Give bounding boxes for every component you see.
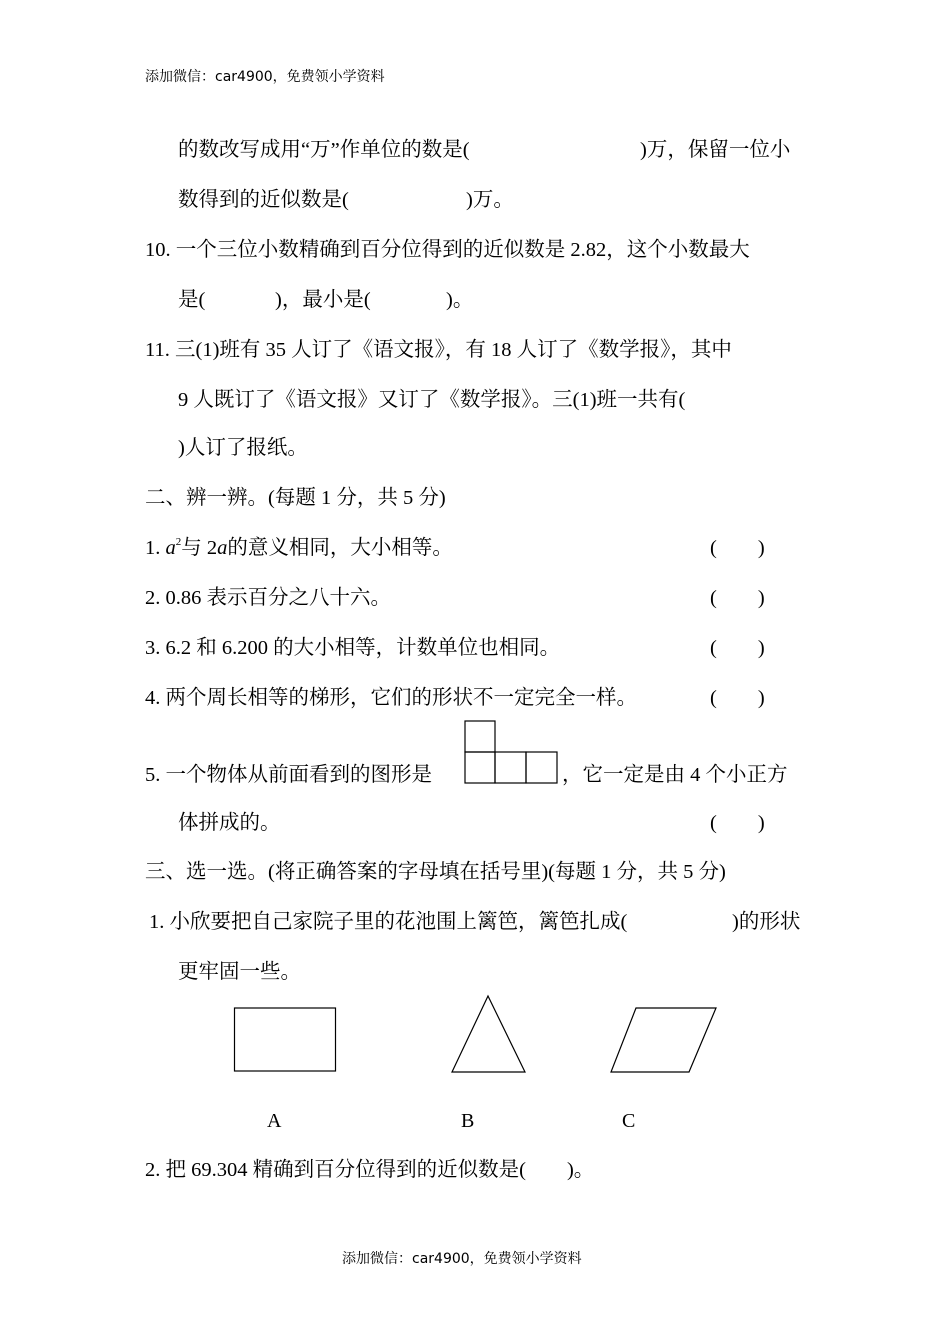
s2-q5-line2: 体拼成的。 — [178, 812, 281, 834]
s2-q2-answer-paren[interactable]: ( ) — [710, 587, 765, 609]
section2-title: 二、辨一辨。(每题 1 分，共 5 分) — [145, 487, 446, 509]
q10-line2-end: )。 — [446, 289, 474, 311]
s3-q2: 2. 把 69.304 精确到百分位得到的近似数是( )。 — [145, 1159, 595, 1181]
s2-q1-exponent: 2 — [175, 536, 182, 548]
s2-q4-answer-paren[interactable]: ( ) — [710, 687, 765, 709]
rectangle-shape — [235, 1008, 336, 1071]
s2-q1-mid: 与 2 — [181, 537, 218, 559]
s2-q2: 2. 0.86 表示百分之八十六。 — [145, 587, 391, 609]
option-a-label: A — [267, 1110, 282, 1132]
s2-q4: 4. 两个周长相等的梯形，它们的形状不一定完全一样。 — [145, 687, 637, 709]
front-view-bottom-square-2 — [495, 752, 526, 783]
q9-line1-end: )万，保留一位小 — [640, 139, 791, 161]
s2-q5-start: 5. 一个物体从前面看到的图形是 — [145, 764, 432, 786]
q9-line2-start: 数得到的近似数是( — [178, 189, 349, 211]
parallelogram-shape — [611, 1008, 716, 1072]
front-view-squares-figure — [464, 720, 560, 784]
q10-line1: 10. 一个三位小数精确到百分位得到的近似数是 2.82，这个小数最大 — [145, 239, 750, 261]
s3-q1-line1-start: 1. 小欣要把自己家院子里的花池围上篱笆，篱笆扎成( — [149, 911, 628, 933]
section3-title: 三、选一选。(将正确答案的字母填在括号里)(每题 1 分，共 5 分) — [145, 861, 726, 883]
q11-line2: 9 人既订了《语文报》又订了《数学报》。三(1)班一共有( — [178, 389, 686, 411]
shape-options-figure — [230, 990, 730, 1080]
s2-q1 — [145, 538, 453, 559]
front-view-bottom-square-1 — [465, 752, 495, 783]
option-b-label: B — [461, 1110, 475, 1132]
s2-q1-num: 1. — [145, 537, 166, 559]
s2-q1-var-a: a — [165, 537, 176, 559]
s2-q3: 3. 6.2 和 6.200 的大小相等，计数单位也相同。 — [145, 637, 561, 659]
front-view-top-square — [465, 721, 495, 752]
q9-line2-end: )万。 — [466, 189, 514, 211]
s2-q5-end: ，它一定是由 4 个小正方 — [562, 764, 788, 786]
s3-q1-line1-end: )的形状 — [732, 911, 801, 933]
s2-q5-answer-paren[interactable]: ( ) — [710, 812, 765, 834]
s3-q1-line2: 更牢固一些。 — [178, 961, 301, 983]
page-header-watermark: 添加微信：car4900，免费领小学资料 — [145, 69, 385, 85]
option-c-label: C — [622, 1110, 636, 1132]
s2-q1-var-a2: a — [217, 537, 228, 559]
triangle-shape — [452, 996, 525, 1072]
s2-q3-answer-paren[interactable]: ( ) — [710, 637, 765, 659]
q10-line2-start: 是( — [178, 289, 206, 311]
s2-q1-tail: 的意义相同，大小相等。 — [227, 537, 453, 559]
q11-line3: )人订了报纸。 — [178, 437, 308, 459]
q10-line2-mid: )，最小是( — [275, 289, 371, 311]
q11-line1: 11. 三(1)班有 35 人订了《语文报》，有 18 人订了《数学报》，其中 — [145, 339, 732, 361]
s2-q1-answer-paren[interactable]: ( ) — [710, 537, 765, 559]
front-view-bottom-square-3 — [526, 752, 557, 783]
q9-line1-start: 的数改写成用“万”作单位的数是( — [178, 139, 470, 161]
page-footer-watermark: 添加微信：car4900，免费领小学资料 — [342, 1251, 582, 1267]
